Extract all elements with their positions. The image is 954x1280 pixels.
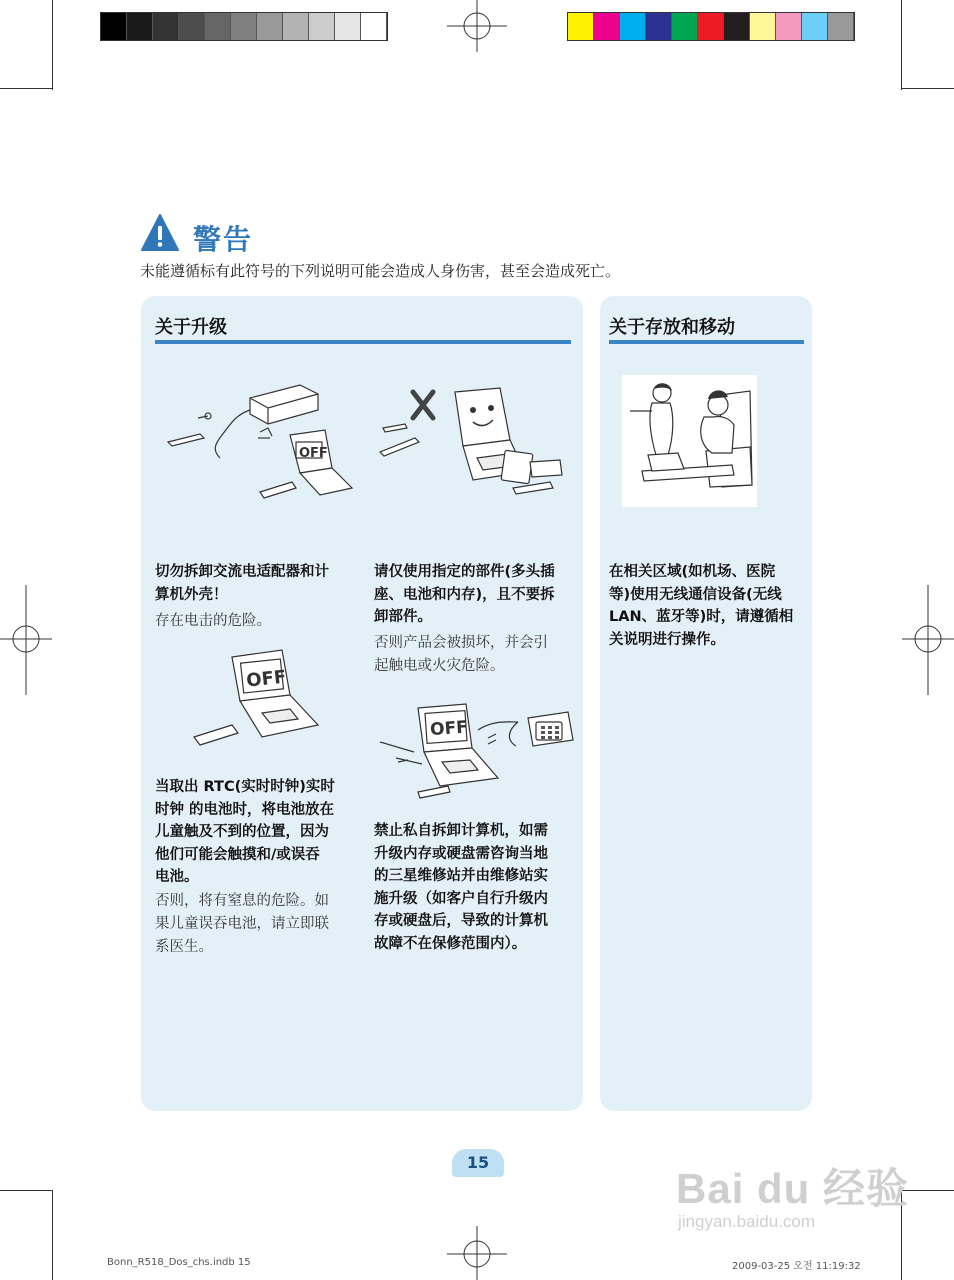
color-swatch [335,13,361,40]
storage-section-rule [609,340,804,344]
text-line: 切勿拆卸交流电适配器和计 [155,564,329,580]
rtc-battery-warning-bold [155,776,335,889]
wireless-warning-bold [609,561,793,651]
color-swatch [231,13,257,40]
color-swatch [828,13,854,40]
crop-mark [902,88,954,89]
parts-warning-bold [374,561,555,629]
specified-parts-illustration [375,380,570,510]
crop-mark [52,0,53,90]
text-line: 升级内存或硬盘需咨询当地 [374,845,548,862]
text-line: 关说明进行操作。 [609,631,725,648]
color-swatch [750,13,776,40]
text-line: 算机外壳！ [155,586,228,603]
battery-off-label: OFF [245,666,288,692]
warning-title: 警告 [193,223,254,256]
text-line: 当取出 RTC(实时时钟)实时 [155,779,335,795]
color-swatch [620,13,646,40]
text-line: 请仅使用指定的部件(多头插 [374,564,555,580]
color-swatch [205,13,231,40]
color-swatch [802,13,828,40]
warning-triangle-icon [140,213,180,253]
text-line: 存在电击的危险。 [155,613,271,629]
color-swatch [179,13,205,40]
color-swatch [309,13,335,40]
color-swatch [153,13,179,40]
color-calibration-bar [567,12,855,41]
upgrade-section-rule [155,340,571,344]
disassembly-prohibited-illustration [378,700,578,805]
adapter-warning-text [155,610,271,633]
text-line: 起触电或火灾危险。 [374,658,505,674]
crop-mark [0,1190,52,1191]
crop-mark [52,1190,53,1280]
airplane-passengers-illustration [622,375,757,507]
text-line: 儿童触及不到的位置，因为 [155,824,329,840]
text-line: 的三星维修站并由维修站实 [374,868,548,884]
text-line: LAN、蓝牙等)时，请遵循相 [609,609,794,625]
registration-mark-top [447,0,507,52]
color-swatch [698,13,724,40]
warning-subtitle: 未能遵循标有此符号的下列说明可能会造成人身伤害，甚至会造成死亡。 [140,262,621,280]
text-line: 在相关区域(如机场、医院 [609,564,776,580]
upgrade-section-title: 关于升级 [155,317,227,338]
text-line: 系医生。 [155,939,213,955]
watermark-url: jingyan.baidu.com [678,1212,816,1231]
color-swatch [361,13,387,40]
footer-timestamp: 2009-03-25 오전 11:19:32 [732,1261,861,1272]
color-swatch [283,13,309,40]
color-swatch [568,13,594,40]
color-swatch [646,13,672,40]
text-line: 存或硬盘后，导致的计算机 [374,913,548,929]
battery-removal-illustration [190,645,325,755]
color-swatch [101,13,127,40]
registration-mark-right [902,585,954,695]
color-swatch [257,13,283,40]
adapter-warning-bold [155,561,329,606]
text-line: 否则产品会被损坏，并会引 [374,635,548,651]
text-line: 座、电池和内存)，且不要拆 [374,586,555,603]
color-swatch [724,13,750,40]
color-swatch [127,13,153,40]
crop-mark [0,88,52,89]
registration-mark-left [0,585,52,695]
text-line: 等)使用无线通信设备(无线 [609,586,782,603]
adapter-disassembly-illustration [160,380,360,510]
storage-section-title: 关于存放和移动 [609,317,735,338]
text-line: 卸部件。 [374,609,432,625]
text-line: 时钟 的电池时，将电池放在 [155,801,335,818]
phone-off-label: OFF [429,717,469,741]
watermark-brand: Bai du 经验 [676,1165,910,1212]
text-line: 施升级（如客户自行升级内 [374,890,548,907]
footer-file-info: Bonn_R518_Dos_chs.indb 15 [107,1257,251,1268]
registration-mark-bottom [447,1226,507,1280]
text-line: 果儿童误吞电池，请立即联 [155,916,329,932]
adapter-off-label: OFF [299,446,328,461]
text-line: 电池。 [155,869,199,885]
text-line: 禁止私自拆卸计算机，如需 [374,823,548,839]
page-number: 15 [452,1149,504,1177]
crop-mark [901,0,902,90]
color-swatch [594,13,620,40]
gray-calibration-bar [100,12,388,41]
text-line: 故障不在保修范围内）。 [374,935,527,952]
disassembly-warning-bold [374,820,548,955]
text-line: 他们可能会触摸和/或误吞 [155,846,320,863]
color-swatch [672,13,698,40]
rtc-battery-warning-text [155,890,329,959]
color-swatch [776,13,802,40]
parts-warning-text [374,632,548,678]
text-line: 否则，将有窒息的危险。如 [155,893,329,909]
